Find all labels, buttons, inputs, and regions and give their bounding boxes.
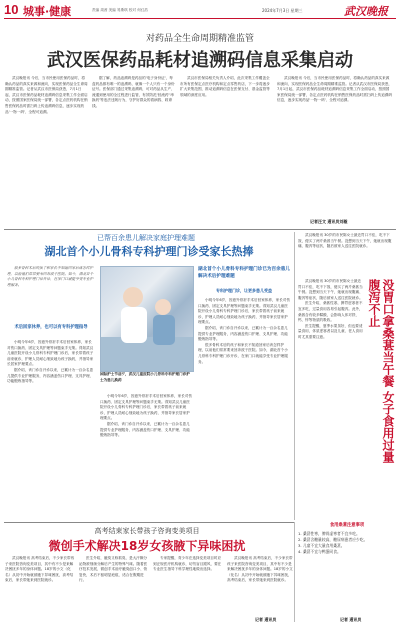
- article1-paragraph: 武汉晚报讯 今后，当市民使用医保药品时，将确认药品的真实来源和流向，实现医保药品全生命周期精准监管。记者从武汉市医保局获悉，7月1日起，武汉市医保药品耗材追溯码信息采集工作全面启动，按照国家医保局统一部署，各定点医药机构在销售医保药品时需扫码上传追溯码信息，逐步实现药品'一物一码'、全程可追溯。: [5, 76, 88, 114]
- article1-col-3: [180, 76, 272, 228]
- article1-paragraph: 据了解，药品追溯码是药品的'电子身份证'，每盒药品都有唯一的追溯码，就像一个人只有一个身份证号。医保部门通过采集追溯码，可对药品从生产、流通到使用的全过程进行监管，有效防范'回流药''串换药'等违法违规行为，守护好群众的看病钱、救命钱。: [92, 76, 175, 108]
- article3-kicker: 高考结束家长带孩子咨询变美项目: [94, 527, 200, 535]
- article3-paragraph: 武汉晚报讯 高考结束后，不少家长带孩子来医院咨询变美项目，其中有不少是来解决困扰多年的身体问题。18岁的小文（化名）从初中开始就被腋下异味困扰，高考结束后，家长带她来到医院就诊。: [227, 556, 293, 583]
- photo-caption: [100, 372, 192, 390]
- article3-byline: 记者 通讯员: [255, 617, 277, 622]
- photo-caption-text: 国际护士节前夕，武汉儿童医院小儿骨科专科护理门诊护士为患儿换药: [100, 372, 190, 382]
- article3-paragraph: 专家提醒，青少年在选择变美项目时应到正规医疗机构就诊，切勿盲目跟风，要在专业医生指导下科学理性地做出选择。: [153, 556, 222, 572]
- article2-paragraph: 小明今年6岁，因意外骨折手术后回家休养，家长对伤口换药、固定支具护理等问题束手无策。得知武汉儿童医院开设小儿骨科专科护理门诊后，家长带着孩子前来就诊，护理人员耐心细致地为孩子换药，并指导家长居家护理要点。: [100, 394, 192, 421]
- sidebar-paragraph: 医生介绍，桑葚性寒，脾胃虚寒者不宜多吃，过量食用容易引起腹泻。此外，桑葚含有较多鞣酸，会影响人体对铁、钙、锌等物质的吸收。: [298, 301, 363, 323]
- divider: [4, 522, 294, 523]
- issue-date: 2024年7月3日 星期三: [262, 8, 303, 13]
- tips-title: 食用桑葚注意事项: [329, 523, 365, 528]
- article2-paragraph: 据介绍，该门诊自开诊以来，已累计为一百余名患儿提供专业护理服务，内容涵盖伤口护理、支具护理、功能锻炼指导等。: [7, 367, 94, 384]
- tip-item: 2. 桑葚含糖量较高，糖尿病患者应少吃。: [298, 537, 368, 542]
- article2-intro: [7, 266, 95, 322]
- article1-headline: 武汉医保药品耗材追溯码信息采集启动: [47, 50, 353, 71]
- article2-col-3: [198, 298, 290, 520]
- article1-paragraph: 武汉晚报讯 今后，当市民使用医保药品时，将确认药品的真实来源和流向，实现医保药品全生命周期精准监管。记者从武汉市医保局获悉，7月1日起，武汉市医保药品耗材追溯码信息采集工作全面启动，按照国家医保局统一部署，各定点医药机构在销售医保药品时需扫码上传追溯码信息，逐步实现药品'一物一码'、全程可追溯。: [277, 76, 392, 103]
- sidebar-headline-text: 没胃口拿桑葚当午餐 女子食用过量腹泻不止: [367, 279, 395, 464]
- tip-item: 4. 桑葚不宜与鸭蛋同食。: [298, 549, 341, 554]
- article2-col-2: [100, 394, 192, 520]
- article1-col-1: [5, 76, 88, 228]
- sidebar-paragraph: 武汉晚报讯 30岁的市民陈女士最近胃口不佳，吃不下饭，便买了两斤桑葚当午餐。没想到当天下午，她就出现腹痛、腹泻等症状，随后被家人送往医院就诊。: [298, 233, 392, 249]
- tip-item: 3. 儿童不宜大量食用桑葚。: [298, 543, 345, 548]
- header-rule: [4, 18, 396, 19]
- tip-item: 1. 桑葚性寒，脾胃虚寒者不宜多吃。: [298, 531, 360, 536]
- section-title: 城事·健康: [23, 5, 72, 18]
- divider: [294, 232, 295, 520]
- article2-side-subtitle: 专科护理门诊，让更多患儿受益: [216, 288, 272, 293]
- sidebar-paragraph: 医生提醒，夏季水果虽好，但也要适量食用，体质虚寒者以及儿童、老人食用时尤其需要注意。: [298, 323, 363, 339]
- article3-paragraph: 医生介绍，腋臭又称狐臭，是大汗腺分泌物被细菌分解后产生的特殊气味。随着医疗技术发展，微创手术治疗腋臭创口小、恢复快，术后不留明显疤痕，适合在假期进行。: [79, 556, 148, 583]
- article3-col-4: [227, 556, 293, 616]
- article2-headline: 湖北首个小儿骨科专科护理门诊受家长热捧: [44, 245, 254, 258]
- divider: [294, 522, 295, 622]
- article2-subtitle: 术后回家休养，也可以有专科护理指导: [14, 325, 88, 330]
- article1-kicker: 对药品全生命周期精准监管: [145, 34, 254, 44]
- sidebar-headline: [367, 279, 397, 469]
- sidebar-byline: 记者 通讯员: [340, 617, 362, 622]
- article3-col-3: [153, 556, 223, 624]
- sidebar-col: [298, 279, 364, 519]
- article2-paragraph: 据介绍，该门诊自开诊以来，已累计为一百余名患儿提供专业护理服务，内容涵盖伤口护理、支具护理、功能锻炼指导等。: [198, 325, 288, 342]
- sidebar-paragraph: 武汉晚报讯 30岁的市民陈女士最近胃口不佳，吃不下饭，便买了两斤桑葚当午餐。没想到当天下午，她就出现腹痛、腹泻等症状，随后被家人送往医院就诊。: [298, 279, 363, 300]
- article2-col-1: [7, 340, 95, 520]
- article2-kicker: 已帮百余患儿解决家庭护理难题: [97, 234, 195, 242]
- sidebar-intro: [298, 233, 396, 277]
- credits: 责编 周茜 美编 易斯琪 校对 何红浩: [92, 8, 149, 12]
- divider: [4, 229, 396, 230]
- article1-col-2: [92, 76, 175, 228]
- article2-side-headline: 湖北首个小儿骨科专科护理门诊已为百余患儿解决术后护理难题: [198, 267, 290, 279]
- photo-illustration: [101, 267, 193, 371]
- page-number: 10: [4, 2, 19, 17]
- article1-byline: 记者汪文 通讯员刘璇: [310, 219, 348, 224]
- article1-paragraph: 武汉市医保局相关负责人介绍，此次采集工作覆盖全市所有医保定点医疗机构和定点零售药店，下一步将逐步扩大采集范围，推动追溯码信息在医保支付、基金监管等领域的深度应用。: [180, 76, 270, 97]
- page-header: [4, 2, 396, 18]
- article3-col-1: [5, 556, 75, 624]
- article1-col-4: [277, 76, 392, 216]
- article2-paragraph: 小明今年6岁，因意外骨折手术后回家休养，家长对伤口换药、固定支具护理等问题束手无策。得知武汉儿童医院开设小儿骨科专科护理门诊后，家长带着孩子前来就诊，护理人员耐心细致地为孩子换药，并指导家长居家护理要点。: [7, 340, 94, 367]
- tips-list: [298, 531, 396, 615]
- nurse-photo: [100, 266, 194, 372]
- article2-paragraph: 很多骨科术后的孩子和家长不知道回家后该怎样护理，以前他们常常要来回奔波于医院。如今，湖北首个小儿骨科专科护理门诊开诊，在家门口就能享受专业护理服务。: [198, 342, 288, 364]
- article2-intro-text: 很多骨科术后的孩子和家长不知道回家后该怎样护理，以前他们常常要来回奔波于医院。如今，湖北首个小儿骨科专科护理门诊开诊，在家门口就能享受专业护理服务。: [7, 266, 94, 287]
- article2-paragraph: 据介绍，该门诊自开诊以来，已累计为一百余名患儿提供专业护理服务，内容涵盖伤口护理、支具护理、功能锻炼指导等。: [100, 421, 190, 438]
- article2-paragraph: 小明今年6岁，因意外骨折手术后回家休养，家长对伤口换药、固定支具护理等问题束手无策。得知武汉儿童医院开设小儿骨科专科护理门诊后，家长带着孩子前来就诊，护理人员耐心细致地为孩子换药，并指导家长居家护理要点。: [198, 298, 290, 325]
- article3-headline: 微创手术解决18岁女孩腋下异味困扰: [48, 539, 246, 553]
- article3-paragraph: 武汉晚报讯 高考结束后，不少家长带孩子来医院咨询变美项目，其中有不少是来解决困扰多年的身体问题。18岁的小文（化名）从初中开始就被腋下异味困扰，高考结束后，家长带她来到医院就诊。: [5, 556, 75, 583]
- masthead-logo: 武汉晚报: [344, 5, 388, 18]
- article3-col-2: [79, 556, 149, 624]
